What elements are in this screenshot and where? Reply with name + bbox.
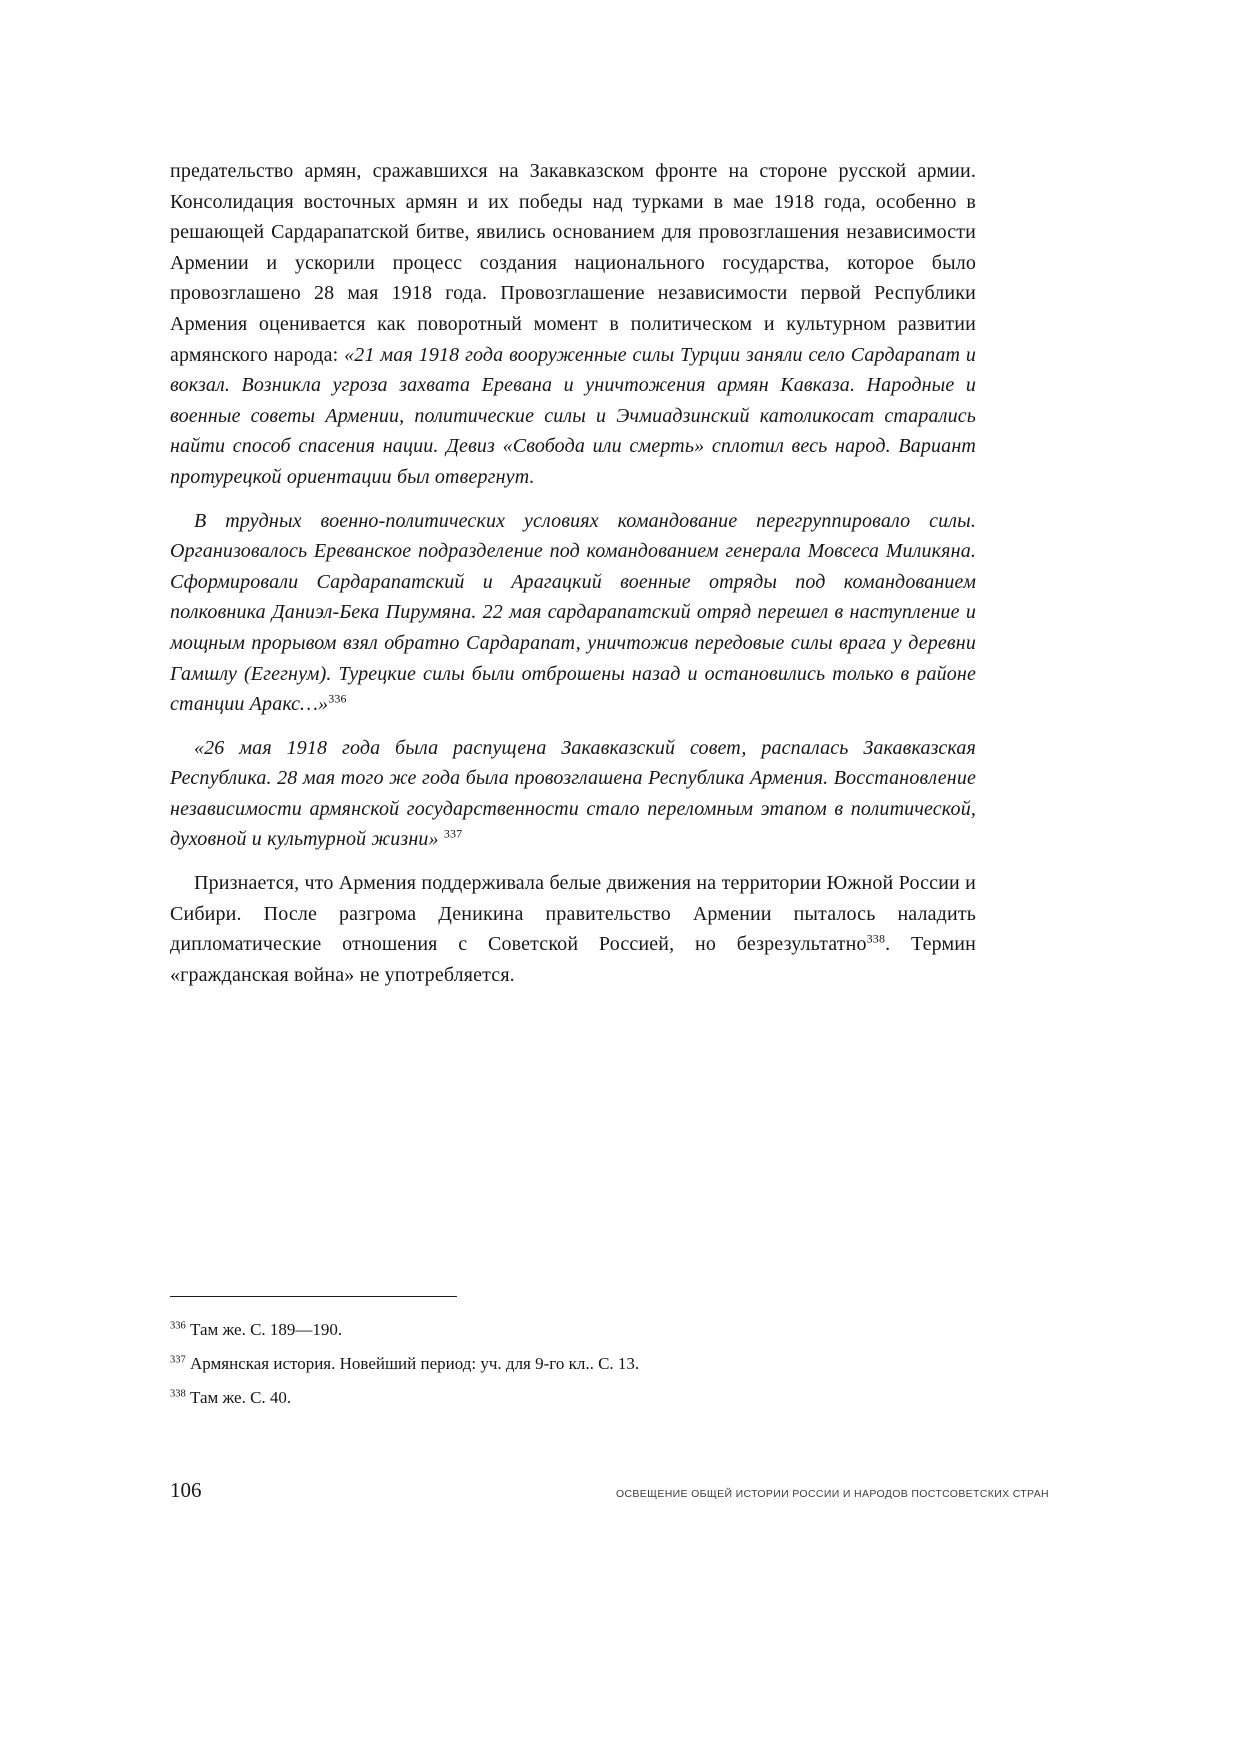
footnote-reference-337: 337 <box>443 826 463 841</box>
footnote-337-text: Армянская история. Новейший период: уч. для 9-го кл.. С. 13. <box>185 1354 640 1373</box>
paragraph-3-italic-quote: «26 мая 1918 года была распущена Закавказский совет, распалась Закавказская Республика. 28 мая того же года была провозглашена Республика Армения. Восстановление независимости армянской государственности стало переломным этапом в политической, духовной и культурной жизни» <box>170 736 976 851</box>
footnote-337-number: 337 <box>170 1354 186 1366</box>
paragraph-1-italic-quote: «21 мая 1918 года вооруженные силы Турции заняли село Сардарапат и вокзал. Возникла угроза захвата Еревана и уничтожения армян Кавказа. Народные и военные советы Армении, политические силы и Эчмиадзинский католикосат старались найти способ спасения нации. Девиз «Свобода или смерть» сплотил весь народ. Вариант протурецкой ориентации был отвергнут. <box>170 343 976 488</box>
paragraph-4 <box>170 868 976 990</box>
paragraph-3 <box>170 733 976 855</box>
footnote-338 <box>170 1381 976 1415</box>
footnote-separator-rule <box>170 1296 457 1297</box>
paragraph-2-italic-quote: В трудных военно-политических условиях командование перегруппировало силы. Организовалось Ереванское подразделение под командованием генерала Мовсеса Миликяна. Сформировали Сардарапатский и Арагацкий военные отряды под командованием полковника Даниэл-Бека Пирумяна. 22 мая сардарапатский отряд перешел в наступление и мощным прорывом взял обратно Сардарапат, уничтожив передовые силы врага у деревни Гамшлу (Егегнум). Турецкие силы были отброшены назад и остановились только в районе станции Аракс…» <box>170 509 976 716</box>
footnote-336-number: 336 <box>170 1320 186 1332</box>
paragraph-2 <box>170 506 976 720</box>
footnote-337 <box>170 1347 976 1381</box>
main-text-block <box>170 156 976 1003</box>
paragraph-4-text-before-ref: Признается, что Армения поддерживала белые движения на территории Южной России и Сибири. После разгрома Деникина правительство Армении пыталось наладить дипломатические отношения с Советской Россией, но безрезультатно <box>170 872 976 956</box>
footnote-336-text: Там же. С. 189—190. <box>185 1320 343 1339</box>
running-title: ОСВЕЩЕНИЕ ОБЩЕЙ ИСТОРИИ РОССИИ И НАРОДОВ ПОСТСОВЕТСКИХ СТРАН <box>615 1488 1049 1500</box>
footnote-336 <box>170 1313 976 1347</box>
paragraph-1-regular-text: предательство армян, сражавшихся на Закавказском фронте на стороне русской армии. Консолидация восточных армян и их победы над турками в мае 1918 года, особенно в решающей Сардарапатской битве, явились основанием для провозглашения независимости Армении и ускорили процесс создания национального государства, которое было провозглашено 28 мая 1918 года. Провозглашение независимости первой Республики Армения оценивается как поворотный момент в политическом и культурном развитии армянского народа: <box>170 160 976 366</box>
page-number: 106 <box>170 1478 202 1502</box>
footnote-338-number: 338 <box>170 1388 186 1400</box>
footnote-338-text: Там же. С. 40. <box>185 1388 292 1407</box>
paragraph-4-text-after-ref: . Термин «гражданская война» не употребляется. <box>170 933 976 986</box>
footnote-reference-338: 338 <box>866 931 886 946</box>
footnote-area <box>170 1296 976 1415</box>
footnote-reference-336: 336 <box>328 691 347 706</box>
page-footer <box>170 1478 1049 1503</box>
paragraph-1 <box>170 156 976 493</box>
